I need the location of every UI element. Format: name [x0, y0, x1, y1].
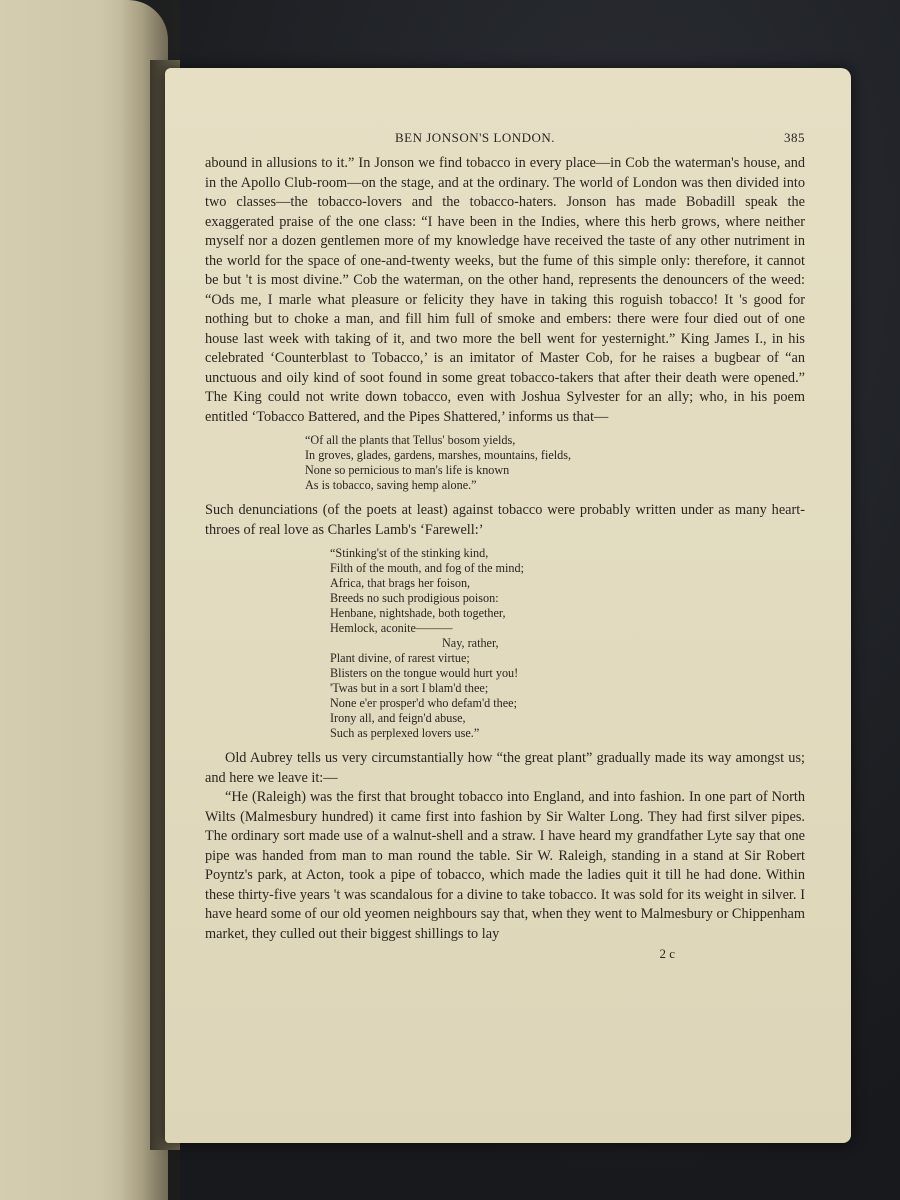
- verse-line: Filth of the mouth, and fog of the mind;: [330, 561, 524, 575]
- running-head-title: BEN JONSON'S LONDON.: [395, 130, 556, 145]
- page-number: 385: [784, 130, 805, 145]
- verse-line: Breeds no such prodigious poison:: [330, 591, 499, 605]
- verse-line: “Stinking'st of the stinking kind,: [330, 546, 489, 560]
- page-text-block: [205, 130, 805, 962]
- verse-line: Such as perplexed lovers use.”: [330, 726, 480, 740]
- verse-line: None e'er prosper'd who defam'd thee;: [330, 696, 517, 710]
- signature-label: 2 c: [659, 946, 675, 961]
- verse-line: 'Twas but in a sort I blam'd thee;: [330, 681, 489, 695]
- verse-line: In groves, glades, gardens, marshes, mountains, fields,: [305, 448, 572, 462]
- verse-line: Nay, rather,: [442, 636, 499, 650]
- running-head: [205, 130, 805, 154]
- paragraph-denunciations: Such denunciations (of the poets at least) against tobacco were probably written under as many heart-throes of real love as Charles Lamb's ‘Farewell:’: [205, 502, 805, 538]
- verse-line: Africa, that brags her foison,: [330, 576, 471, 590]
- verse-line: “Of all the plants that Tellus' bosom yields,: [305, 433, 516, 447]
- paragraph-aubrey: Old Aubrey tells us very circumstantially how “the great plant” gradually made its way amongst us; and here we leave it:—: [205, 750, 805, 786]
- verse-line: Irony all, and feign'd abuse,: [330, 711, 466, 725]
- verse-sylvester: [205, 433, 805, 493]
- signature-mark: [205, 946, 805, 962]
- verse-line: Henbane, nightshade, both together,: [330, 606, 506, 620]
- verse-lamb-farewell: [205, 546, 805, 741]
- book-page: [165, 68, 851, 1143]
- verse-line: As is tobacco, saving hemp alone.”: [305, 478, 477, 492]
- paragraph-raleigh-quote: “He (Raleigh) was the first that brought tobacco into England, and into fashion. In one part of North Wilts (Malmesbury hundred) it came first into fashion by Sir Walter Long. They had first silver pipes. The ordinary sort made use of a walnut-shell and a straw. I have heard my grandfather Lyte say that one pipe was handed from man to man round the table. Sir W. Raleigh, standing in a stand at Sir Robert Poyntz's park, at Acton, took a pipe of tobacco, which made the ladies quit it till he had done. Within these thirty-five years 't was scandalous for a divine to take tobacco. It was sold for its weight in silver. I have heard some of our old yeomen neighbours say that, when they went to Malmesbury or Chippenham market, they culled out their biggest shillings to lay: [205, 789, 805, 942]
- paragraph-jonson-tobacco: abound in allusions to it.” In Jonson we find tobacco in every place—in Cob the waterman's house, and in the Apollo Club-room—on the stage, and at the ordinary. The world of London was then divided into two classes—the tobacco-lovers and the tobacco-haters. Jonson has made Bobadill speak the exaggerated praise of the one class: “I have been in the Indies, where this herb grows, where neither myself nor a dozen gentlemen more of my knowledge have received the taste of any other nutriment in the world for the space of one-and-twenty weeks, but the fume of this simple only: therefore, it cannot be but 't is most divine.” Cob the waterman, on the other hand, represents the denouncers of the weed: “Ods me, I marle what pleasure or felicity they have in taking this roguish tobacco! It 's good for nothing but to choke a man, and fill him full of smoke and embers: there were four died out of one house last week with taking of it, and two more the bell went for yesternight.” King James I., in his celebrated ‘Counterblast to Tobacco,’ is an imitator of Master Cob, for he raises a bugbear of “an unctuous and oily kind of soot found in some great tobacco-takers that after their death were opened.” The King could not write down tobacco, even with Joshua Sylvester for an ally; who, in his poem entitled ‘Tobacco Battered, and the Pipes Shattered,’ informs us that—: [205, 155, 805, 425]
- verse-line: Blisters on the tongue would hurt you!: [330, 666, 519, 680]
- verse-line: Plant divine, of rarest virtue;: [330, 651, 470, 665]
- verse-line: Hemlock, aconite———: [330, 621, 453, 635]
- verse-line: None so pernicious to man's life is known: [305, 463, 510, 477]
